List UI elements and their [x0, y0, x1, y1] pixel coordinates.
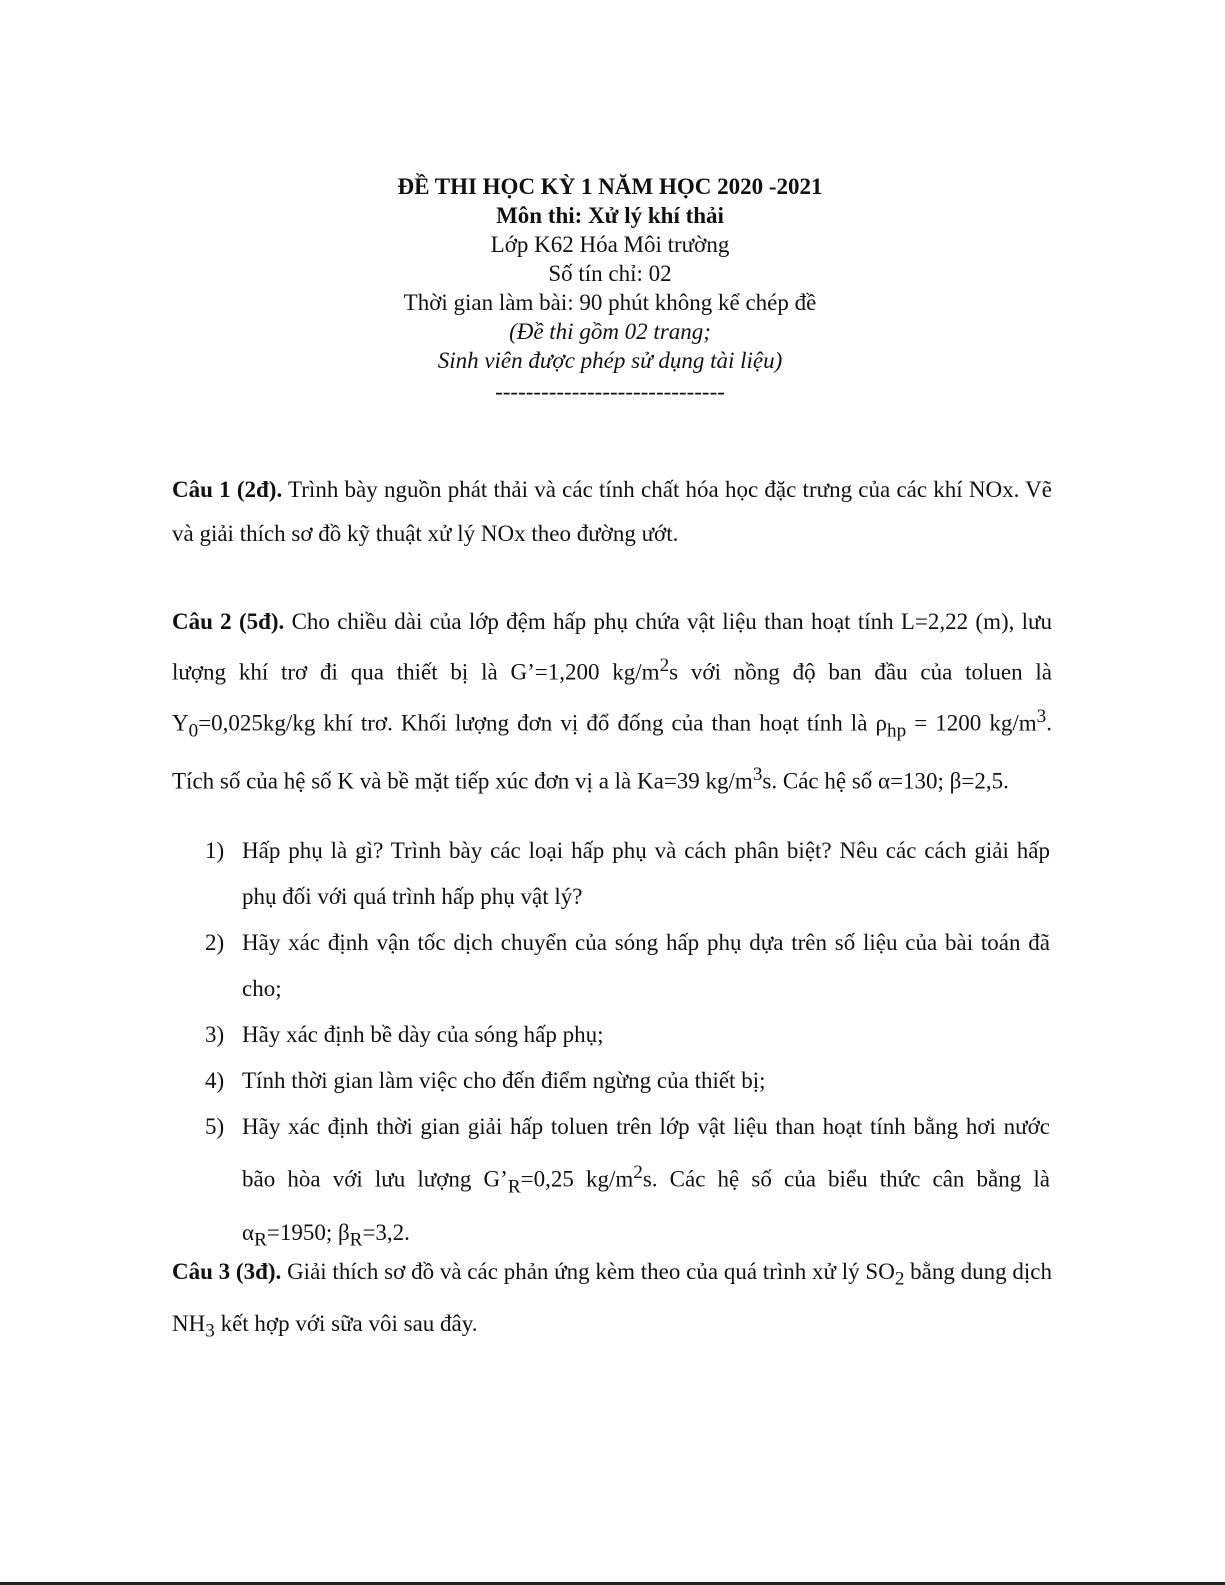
subscript: 3	[205, 1320, 215, 1342]
exam-subject: Môn thi: Xử lý khí thải	[496, 203, 724, 228]
subquestion-text: =0,25 kg/m	[520, 1166, 634, 1192]
question-1-text: Trình bày nguồn phát thải và các tính chất hóa học đặc trưng của các khí NOx. Vẽ và giải thích sơ đồ kỹ thuật xử lý NOx theo đường ướt.	[172, 477, 1053, 546]
question-2-text-part6: s. Các hệ số α=130; β=2,5.	[762, 768, 1009, 794]
header-divider: ------------------------------	[495, 379, 725, 404]
subquestion-number: 2)	[205, 930, 225, 955]
subscript: 0	[188, 719, 199, 741]
subquestion-text: Hãy xác định thời gian giải hấp toluen trên lớp vật liệu than hoạt tính bằng hơi nước bão hòa với lưu lượng G’	[242, 1114, 1050, 1192]
exam-note-materials: Sinh viên được phép sử dụng tài liệu)	[437, 348, 783, 373]
subquestion-item	[205, 1058, 1050, 1104]
question-3-text-part1: Giải thích sơ đồ và các phản ứng kèm theo của quá trình xử lý SO	[281, 1259, 895, 1284]
exam-note-pages: (Đề thi gồm 02 trang;	[509, 319, 711, 344]
subscript: R	[349, 1229, 363, 1251]
subquestion-number: 1)	[205, 838, 225, 863]
subquestion-text: Hãy xác định vận tốc dịch chuyển của sóng hấp phụ dựa trên số liệu của bài toán đã cho;	[242, 930, 1050, 1001]
superscript: 3	[1036, 705, 1047, 727]
question-2-text-part2: s với nồng độ ban đầu của toluen là Y	[172, 659, 1052, 736]
exam-class: Lớp K62 Hóa Môi trường	[490, 232, 730, 257]
question-2-subquestions	[205, 828, 1050, 1264]
question-1-label: Câu 1 (2đ).	[172, 477, 283, 502]
question-2	[172, 600, 1052, 804]
subquestion-text: =1950; β	[266, 1220, 350, 1246]
subquestion-item	[205, 828, 1050, 920]
superscript: 2	[633, 1162, 643, 1183]
question-3	[172, 1250, 1052, 1353]
subquestion-item	[205, 920, 1050, 1012]
question-2-text-part4: = 1200 kg/m	[906, 710, 1037, 736]
subscript: R	[254, 1229, 267, 1251]
subscript: 2	[894, 1268, 905, 1290]
subquestion-number: 3)	[205, 1022, 225, 1047]
superscript: 3	[752, 763, 763, 785]
exam-title: ĐỀ THI HỌC KỲ 1 NĂM HỌC 2020 -2021	[397, 174, 823, 199]
exam-time: Thời gian làm bài: 90 phút không kể chép đề	[403, 290, 817, 315]
subquestion-number: 4)	[205, 1068, 225, 1093]
subquestion-text: =3,2.	[362, 1220, 410, 1246]
superscript: 2	[659, 655, 670, 676]
question-3-text-part2: bằng dung dịch NH	[172, 1259, 1052, 1336]
subquestion-text: Tính thời gian làm việc cho đến điểm ngừng của thiết bị;	[242, 1068, 766, 1093]
exam-credits: Số tín chỉ: 02	[548, 261, 672, 286]
subscript: R	[507, 1176, 521, 1198]
question-3-label: Câu 3 (3đ).	[172, 1259, 282, 1284]
subquestion-item	[205, 1012, 1050, 1058]
exam-header	[300, 172, 920, 406]
subscript: hp	[886, 719, 907, 741]
question-3-text-part3: kết hợp với sữa vôi sau đây.	[214, 1310, 478, 1336]
question-2-text-part5: . Tích số của hệ số K và bề mặt tiếp xúc đơn vị a là Ka=39 kg/m	[172, 710, 1052, 794]
question-1	[172, 468, 1052, 556]
question-2-text-part1: Cho chiều dài của lớp đệm hấp phụ chứa vật liệu than hoạt tính L=2,22 (m), lưu lượng khí trơ đi qua thiết bị là G’=1,200 kg/m	[172, 609, 1052, 685]
subquestion-item	[205, 1104, 1050, 1264]
subquestion-number: 5)	[205, 1114, 225, 1139]
question-2-label: Câu 2 (5đ).	[172, 609, 285, 634]
question-2-text-part3: =0,025kg/kg khí trơ. Khối lượng đơn vị đổ đống của than hoạt tính là	[198, 710, 876, 736]
subquestion-text: s. Các hệ số của biểu thức cân bằng là α	[242, 1166, 1050, 1246]
subquestion-text: Hãy xác định bề dày của sóng hấp phụ;	[242, 1022, 604, 1047]
subquestion-text: Hấp phụ là gì? Trình bày các loại hấp phụ và cách phân biệt? Nêu các cách giải hấp phụ đối với quá trình hấp phụ vật lý?	[242, 838, 1050, 909]
rho-symbol: ρ	[875, 710, 887, 736]
